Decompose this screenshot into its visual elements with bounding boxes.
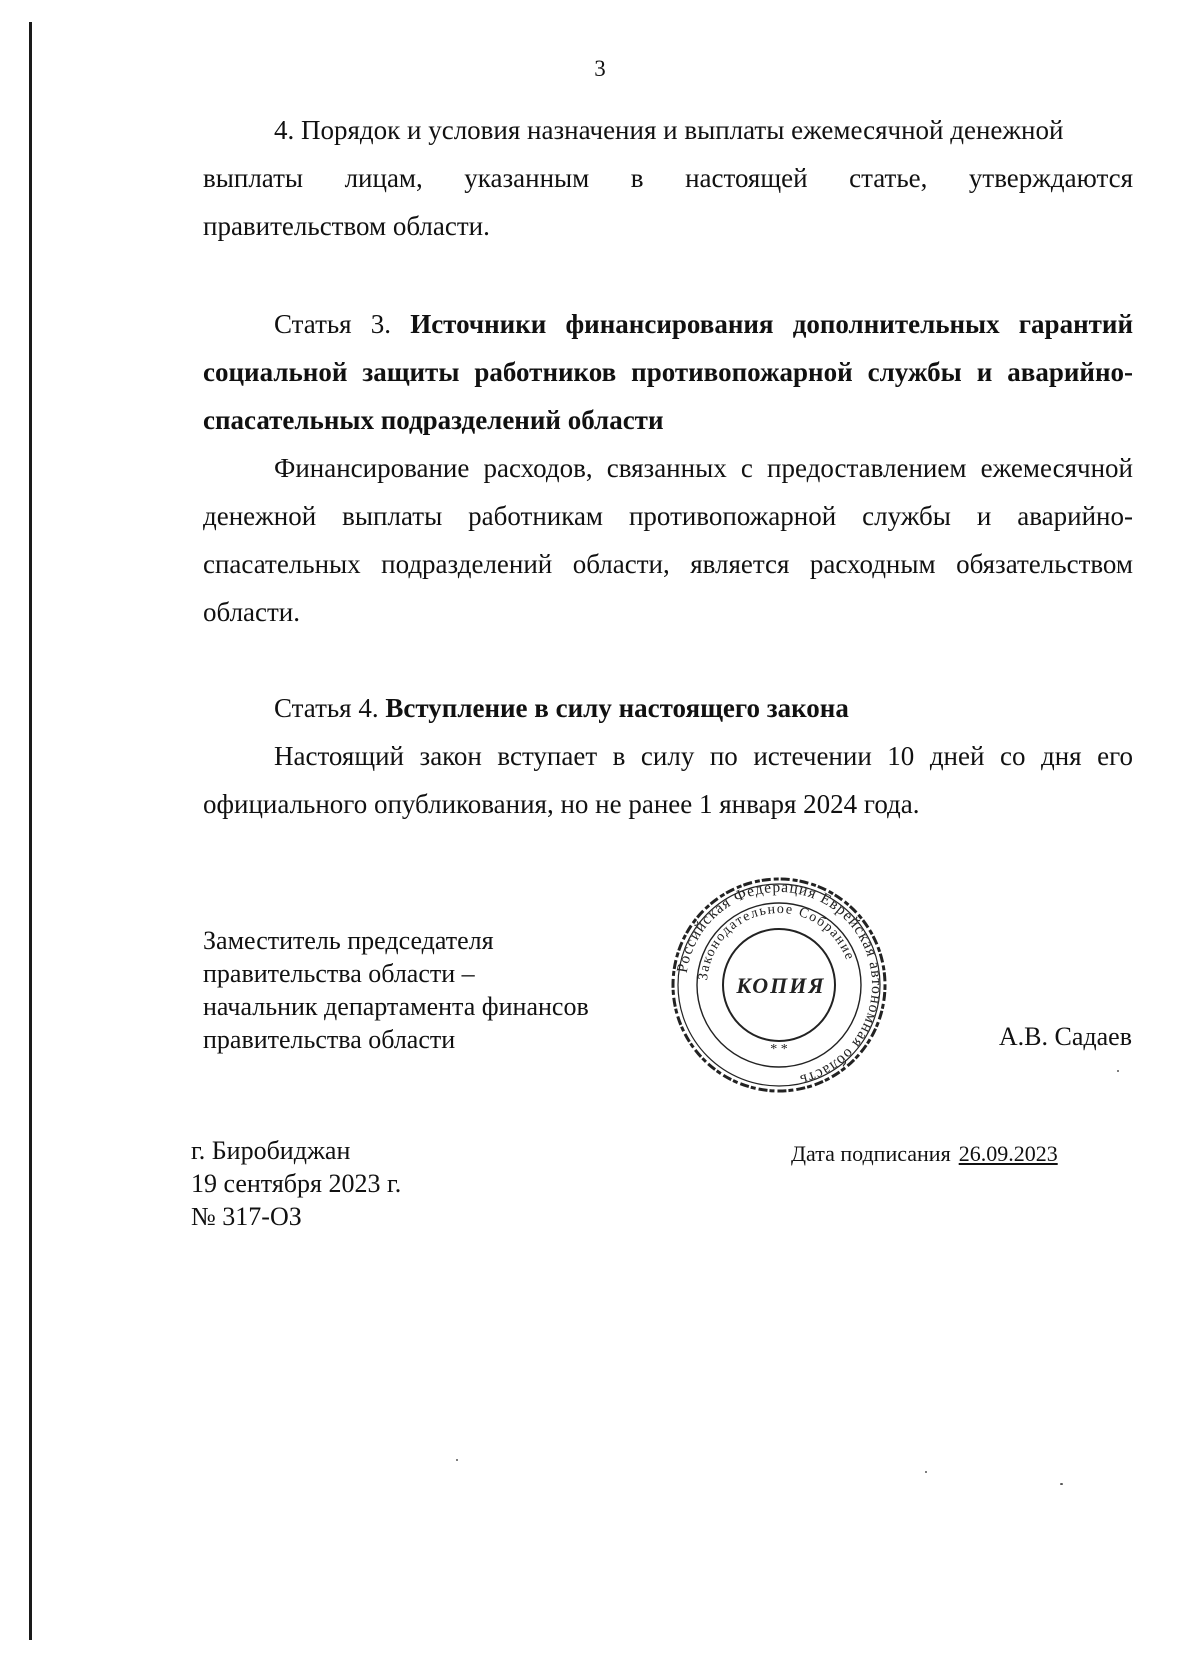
signer-name: А.В. Садаев: [998, 1022, 1132, 1051]
paragraph-4-line-3: правительством области.: [203, 211, 490, 241]
paragraph-4-line-1: 4. Порядок и условия назначения и выплаты ежемесячной денежной: [274, 115, 1064, 145]
article-4-prefix: Статья 4.: [274, 693, 379, 723]
stamp-center-text: КОПИЯ: [736, 973, 826, 998]
article-4-heading: [203, 684, 1133, 732]
scan-edge-line: [29, 22, 32, 1640]
signatory-position-line: правительства области: [203, 1025, 456, 1054]
article-3-heading: [203, 300, 1133, 444]
signatory-position-line: правительства области –: [203, 959, 475, 988]
footer-city: г. Биробиджан: [191, 1136, 351, 1165]
scan-speck: [925, 1471, 927, 1473]
stamp-outer-text-path: Российская Федерация Еврейская автономная область: [673, 878, 886, 1089]
scan-speck: [1117, 1070, 1119, 1072]
signing-date: [791, 1141, 1058, 1167]
signatory-position-line: начальник департамента финансов: [203, 992, 589, 1021]
signing-date-value: 26.09.2023: [958, 1141, 1058, 1166]
paragraph-4-line-2: выплаты лицам, указанным в настоящей статье, утверждаются: [203, 163, 1133, 193]
article-4-title: Вступление в силу настоящего закона: [385, 693, 849, 723]
article-3-title: Источники финансирования дополнительных гарантий социальной защиты работников противопожарной службы и аварийно-спасательных подразделений области: [203, 309, 1133, 435]
signing-date-label: Дата подписания: [791, 1141, 951, 1166]
footer-date: 19 сентября 2023 г.: [191, 1169, 402, 1198]
footer-number: № 317-ОЗ: [191, 1202, 302, 1231]
article-3-body: Финансирование расходов, связанных с предоставлением ежемесячной денежной выплаты работникам противопожарной службы и аварийно-спасательных подразделений области, является расходным обязательством области.: [203, 453, 1133, 627]
article-3-prefix: Статья 3.: [274, 309, 392, 339]
stamp-inner-text-path: Законодательное Собрание: [696, 901, 858, 982]
page-number: 3: [594, 56, 606, 81]
signatory-position-line: Заместитель председателя: [203, 926, 494, 955]
footer-block: [191, 1134, 401, 1233]
scan-speck: [456, 1459, 458, 1461]
scan-speck: [1060, 1483, 1063, 1485]
article-4-body: Настоящий закон вступает в силу по истечении 10 дней со дня его официального опубликования, но не ранее 1 января 2024 года.: [203, 741, 1133, 819]
official-stamp: [669, 875, 889, 1095]
signatory-position: [203, 924, 589, 1056]
stamp-stars: * *: [770, 1042, 788, 1057]
